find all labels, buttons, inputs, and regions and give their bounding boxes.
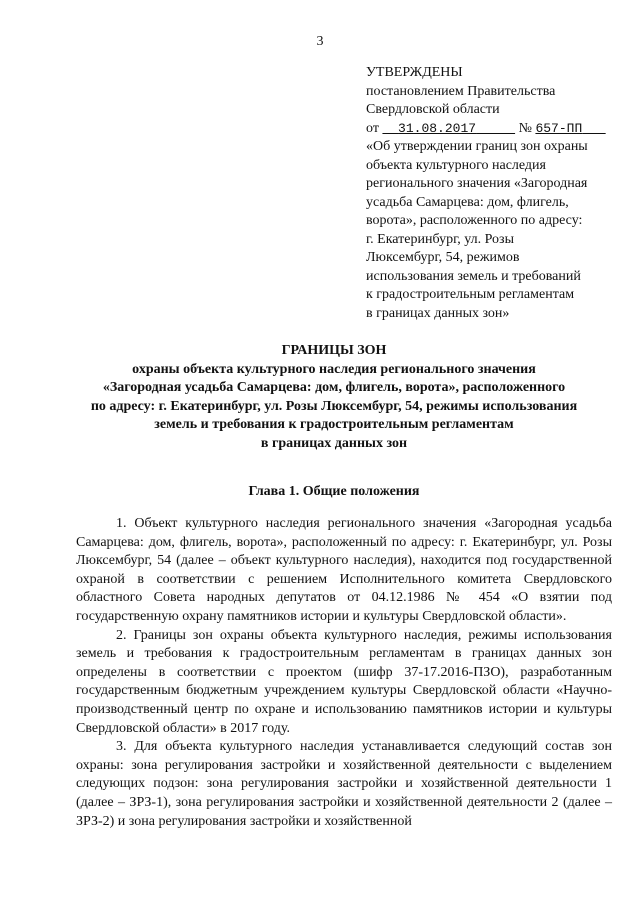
approval-number <box>535 121 605 136</box>
title-line: по адресу: г. Екатеринбург, ул. Розы Люксембург, 54, режимы использования <box>90 398 578 414</box>
approval-block <box>366 64 616 323</box>
subject-line: ворота», расположенного по адресу: <box>366 213 583 228</box>
subject-line: использования земель и требований <box>366 268 581 284</box>
approval-line: постановлением Правительства <box>366 83 556 99</box>
subject-line: объекта культурного наследия <box>366 157 546 173</box>
subject-line: в границах данных зон» <box>366 305 510 321</box>
subject-line: Люксембург, 54, режимов <box>366 250 520 265</box>
page-number: 3 <box>316 34 324 49</box>
paragraph: 2. Границы зон охраны объекта культурного наследия, режимы использования земель и требования к градостроительным регламентам в границах данных зон определены в соответствии с проектом (шифр 37-17.2016-ПЗО), разработанным государственным бюджетным учреждением культуры Свердловской области «Научно-производственный центр по охране и использованию памятников истории и культуры Свердловской области» в 2017 году. <box>76 627 612 736</box>
subject-line: г. Екатеринбург, ул. Розы <box>366 231 514 247</box>
title-line: охраны объекта культурного наследия регионального значения <box>132 361 536 377</box>
number-prefix: № <box>518 120 532 136</box>
approval-heading: УТВЕРЖДЕНЫ <box>366 65 463 80</box>
title-line: в границах данных зон <box>260 435 408 451</box>
title-heading: ГРАНИЦЫ ЗОН <box>281 343 387 358</box>
subject-line: усадьба Самарцева: дом, флигель, <box>366 194 569 210</box>
subject-line: «Об утверждении границ зон охраны <box>366 139 588 154</box>
document-title <box>60 342 608 453</box>
approval-date-line <box>366 120 616 139</box>
chapter-heading: Глава 1. Общие положения <box>248 484 420 499</box>
paragraph: 1. Объект культурного наследия регионального значения «Загородная усадьба Самарцева: дом, флигель, ворота», расположенный по адресу: г. Екатеринбург, ул. Розы Люксембург, 54 (далее – объект культурного наследия), находится под государственной охраной в соответствии с решением Исполнительного комитета Свердловского областного Совета народных депутатов от 04.12.1986 № 454 «О взятии под государственную охрану памятников истории и культуры Свердловской области». <box>76 516 612 624</box>
title-line: «Загородная усадьба Самарцева: дом, флигель, ворота», расположенного <box>102 380 566 395</box>
paragraph: 3. Для объекта культурного наследия устанавливается следующий состав зон охраны: зона регулирования застройки и хозяйственной деятельности с выделением следующих подзон: зона регулирования застройки и хозяйственной деятельности 1 (далее – ЗРЗ-1), зона регулирования застройки и хозяйственной деятельности 2 (далее – ЗРЗ-2) и зона регулирования застройки и хозяйственной <box>76 739 612 829</box>
date-value: 31.08.2017 <box>398 120 477 136</box>
date-prefix: от <box>366 120 379 136</box>
subject-line: к градостроительным регламентам <box>366 287 575 302</box>
title-line: земель и требования к градостроительным регламентам <box>154 417 514 432</box>
number-value: 657-ПП <box>535 120 583 136</box>
body-text <box>76 515 612 831</box>
approval-date <box>382 121 515 136</box>
approval-line: Свердловской области <box>366 102 500 117</box>
subject-line: регионального значения «Загородная <box>366 176 588 191</box>
